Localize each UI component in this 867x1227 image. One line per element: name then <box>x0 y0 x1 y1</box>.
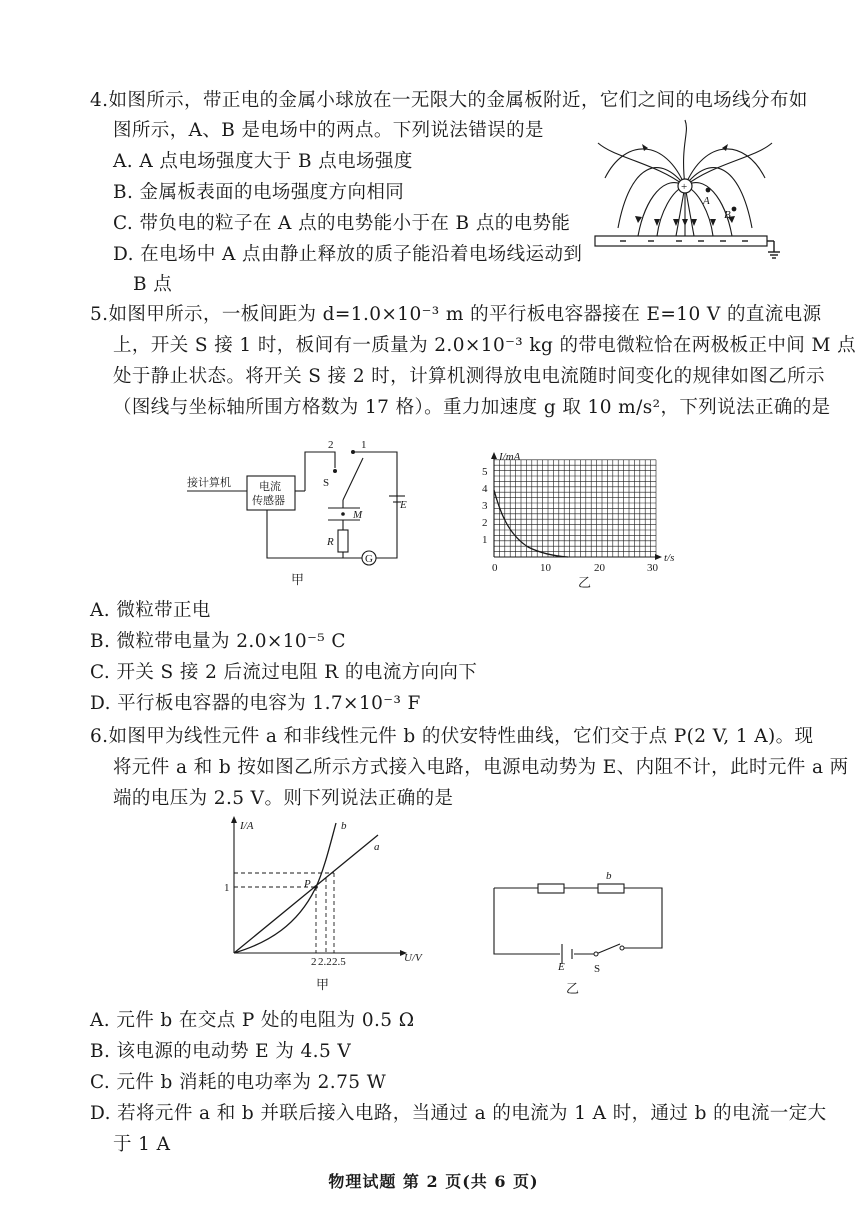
q5-stem-line-2: 上，开关 S 接 1 时，板间有一质量为 2.0×10⁻³ kg 的带电微粒恰在两极板正中间 M 点 <box>113 335 857 356</box>
q6-option-d-line-1: D. 若将元件 a 和 b 并联后接入电路，当通过 a 的电流为 1 A 时，通过 b 的电流一定大 <box>90 1103 827 1124</box>
sensor-label-line-2: 传感器 <box>252 494 285 507</box>
q4-option-b: B. 金属板表面的电场强度方向相同 <box>113 182 405 203</box>
q6-series-circuit <box>492 866 667 996</box>
q4-option-a: A. A 点电场强度大于 B 点电场强度 <box>113 151 413 172</box>
y-tick-1: 1 <box>224 882 230 894</box>
resistor-label: R <box>327 536 334 548</box>
switch-pos-1-label: 1 <box>361 439 367 451</box>
curve-b-label: b <box>341 820 347 832</box>
galvanometer-label: G <box>365 553 373 565</box>
x-tick-2-2: 2.2 <box>318 956 332 968</box>
plus-sign: + <box>681 181 688 193</box>
discharge-curve <box>494 490 568 557</box>
switch-label: S <box>323 477 330 489</box>
q4-option-d-line-2: B 点 <box>133 274 173 295</box>
point-b-label: B <box>724 209 731 221</box>
q6-iu-graph <box>218 815 433 995</box>
element-a-resistor <box>538 884 564 893</box>
q5-stem-line-1: 5.如图甲所示，一板间距为 d=1.0×10⁻³ m 的平行板电容器接在 E=10 V 的直流电源 <box>90 304 822 325</box>
q6-stem-line-3: 端的电压为 2.5 V。则下列说法正确的是 <box>113 788 454 809</box>
curve-a-label: a <box>374 841 380 853</box>
y-axis-label: I/mA <box>499 451 521 463</box>
q6-option-d-line-2: 于 1 A <box>113 1134 171 1155</box>
q6-stem-line-2: 将元件 a 和 b 按如图乙所示方式接入电路，电源电动势为 E、内阻不计，此时元件 a 两 <box>113 757 849 778</box>
y-tick-3: 3 <box>482 500 488 512</box>
q6-option-c: C. 元件 b 消耗的电功率为 2.75 W <box>90 1072 387 1093</box>
x-tick-30: 30 <box>647 562 658 574</box>
to-computer-label: 接计算机 <box>187 476 231 489</box>
switch-pos-2-label: 2 <box>328 439 334 451</box>
x-tick-10: 10 <box>540 562 551 574</box>
y-tick-5: 5 <box>482 466 488 478</box>
y-tick-4: 4 <box>482 483 488 495</box>
q6-option-a: A. 元件 b 在交点 P 处的电阻为 0.5 Ω <box>90 1010 415 1031</box>
q4-field-line-figure <box>590 118 780 263</box>
y-axis-label: I/A <box>240 820 254 832</box>
q6-option-b: B. 该电源的电动势 E 为 4.5 V <box>90 1041 352 1062</box>
q5-option-c: C. 开关 S 接 2 后流过电阻 R 的电流方向向下 <box>90 662 478 683</box>
y-tick-1: 1 <box>482 534 488 546</box>
x-axis-label: t/s <box>664 552 675 564</box>
x-tick-0: 0 <box>492 562 498 574</box>
circuit-caption: 乙 <box>566 982 580 997</box>
switch-label: S <box>594 963 601 975</box>
q5-option-d: D. 平行板电容器的电容为 1.7×10⁻³ F <box>90 693 421 714</box>
sensor-label-line-1: 电流 <box>259 480 281 493</box>
x-tick-2: 2 <box>311 956 317 968</box>
q5-stem-line-4: （图线与坐标轴所围方格数为 17 格）。重力加速度 g 取 10 m/s²，下列说法正确的是 <box>113 397 831 418</box>
point-p-label: P <box>304 878 311 890</box>
q5-option-a: A. 微粒带正电 <box>90 600 211 621</box>
battery-label: E <box>400 499 407 511</box>
q4-option-c: C. 带负电的粒子在 A 点的电势能小于在 B 点的电势能 <box>113 213 571 234</box>
graph-caption: 甲 <box>316 978 330 993</box>
element-b-label: b <box>606 870 612 882</box>
q5-current-time-graph <box>478 451 693 591</box>
y-tick-2: 2 <box>482 517 488 529</box>
circuit-caption: 甲 <box>291 573 305 588</box>
x-tick-2-5: 2.5 <box>332 956 346 968</box>
q4-option-d-line-1: D. 在电场中 A 点由静止释放的质子能沿着电场线运动到 <box>113 244 583 265</box>
q4-stem-line-2: 图所示，A、B 是电场中的两点。下列说法错误的是 <box>113 120 544 141</box>
x-tick-20: 20 <box>594 562 605 574</box>
page-footer: 物理试题 第 2 页(共 6 页) <box>328 1172 539 1191</box>
element-b-resistor <box>598 884 624 893</box>
q5-stem-line-3: 处于静止状态。将开关 S 接 2 时，计算机测得放电电流随时间变化的规律如图乙所示 <box>113 366 825 387</box>
battery-label: E <box>558 961 565 973</box>
graph-caption: 乙 <box>578 576 592 591</box>
q5-option-b: B. 微粒带电量为 2.0×10⁻⁵ C <box>90 631 346 652</box>
q6-stem-line-1: 6.如图甲为线性元件 a 和非线性元件 b 的伏安特性曲线，它们交于点 P(2 V, 1 A)。现 <box>90 726 814 747</box>
curve-a-line <box>234 835 378 953</box>
x-axis-label: U/V <box>404 952 422 964</box>
curve-b-line <box>234 823 336 953</box>
q4-stem-line-1: 4.如图所示，带正电的金属小球放在一无限大的金属板附近，它们之间的电场线分布如 <box>90 90 808 111</box>
q5-circuit-figure <box>185 438 420 588</box>
point-a-label: A <box>703 195 710 207</box>
point-m-label: M <box>353 509 363 521</box>
